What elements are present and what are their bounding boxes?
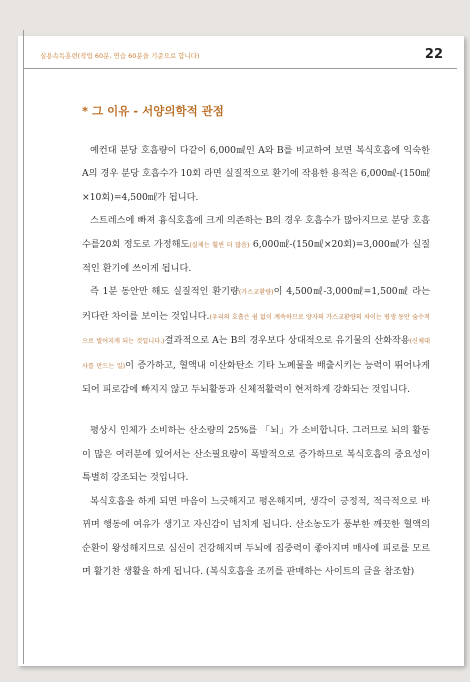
inline-note: (가스교환량) <box>238 289 274 297</box>
body-paragraph <box>82 419 430 489</box>
paragraph-text: 복식호흡을 하게 되면 마음이 느긋해지고 평온해지며, 생각이 긍정적, 적극적으로 바뀌며 행동에 여유가 생기고 자신감이 넘치게 됩니다. 산소농도가 풍부한 깨끗한 혈액의 순환이 왕성해지므로 심신이 건강해지며 두뇌에 집중력이 좋아지며 매사에 피로를 모르며 활기찬 생활을 하게 됩니다. (복식호흡을 조끼를 판매하는 사이트의 글을 참조함) <box>82 495 430 577</box>
inline-note: (우리의 호흡은 쉼 없이 계속하므로 양자의 가스교환량의 차이는 평생 동안 숨수적으로 벌어지게 되는 것입니다.) <box>82 313 431 346</box>
paragraph-text: 6,000㎖-(150㎖×20회)=3,000㎖가 실질적인 환기에 쓰이게 됩니다. <box>82 238 430 275</box>
paragraph-text: 즉 1분 동안만 해도 실질적인 환기량 <box>90 286 239 298</box>
paragraph-text: 평상시 인체가 소비하는 산소량의 25%를 「뇌」가 소비합니다. 그러므로 뇌의 활동이 많은 여러분에 있어서는 산소필요량이 폭발적으로 증가하므로 복식호흡의 중요성이 특별히 강조되는 것입니다. <box>82 425 430 484</box>
inline-note: (실제는 훨씬 더 많음) <box>189 241 250 249</box>
body-paragraph <box>82 209 430 280</box>
body-paragraph <box>82 139 430 209</box>
body-paragraph <box>82 490 430 584</box>
paragraph-text: 이 4,500㎖-3,000㎖=1,500㎖ 라는 커다란 차이를 보이는 것입니다. <box>82 286 430 322</box>
paragraph-text: 결과적으로 A는 B의 경우보다 상대적으로 유기물의 산화작용 <box>164 335 410 347</box>
paragraph-text: 예컨대 분당 호흡량이 다같이 6,000㎖인 A와 B를 비교하여 보면 복식호흡에 익숙한 A의 경우 분당 호흡수가 10회 라면 실질적으로 환기에 작용한 용적은 6,000㎖-(150㎖×10회)=4,500㎖가 됩니다. <box>82 145 430 203</box>
header-rule <box>23 68 457 69</box>
paragraph-text: 스트레스에 빠져 흉식호흡에 크게 의존하는 B의 경우 호흡수가 많아지므로 분당 호흡수를20회 정도로 가정해도 <box>82 215 430 250</box>
body-text <box>82 139 430 583</box>
page-number: 22 <box>424 47 443 62</box>
section-title: * 그 이유 - 서양의학적 관점 <box>82 104 224 118</box>
body-paragraph <box>82 280 430 401</box>
inline-note: (신체대사를 만드는 일) <box>82 338 430 370</box>
running-title: 실용속독훈련(작업 60분, 연습 60분을 기준으로 합니다) <box>40 52 200 60</box>
left-margin-rule <box>23 30 24 664</box>
paragraph-text: 이 증가하고, 혈액내 이산화탄소 기타 노폐물을 배출시키는 능력이 뛰어나게 되어 피로감에 빠지지 않고 두뇌활동과 신체적활력이 현저하게 강화되는 것입니다. <box>82 359 430 396</box>
